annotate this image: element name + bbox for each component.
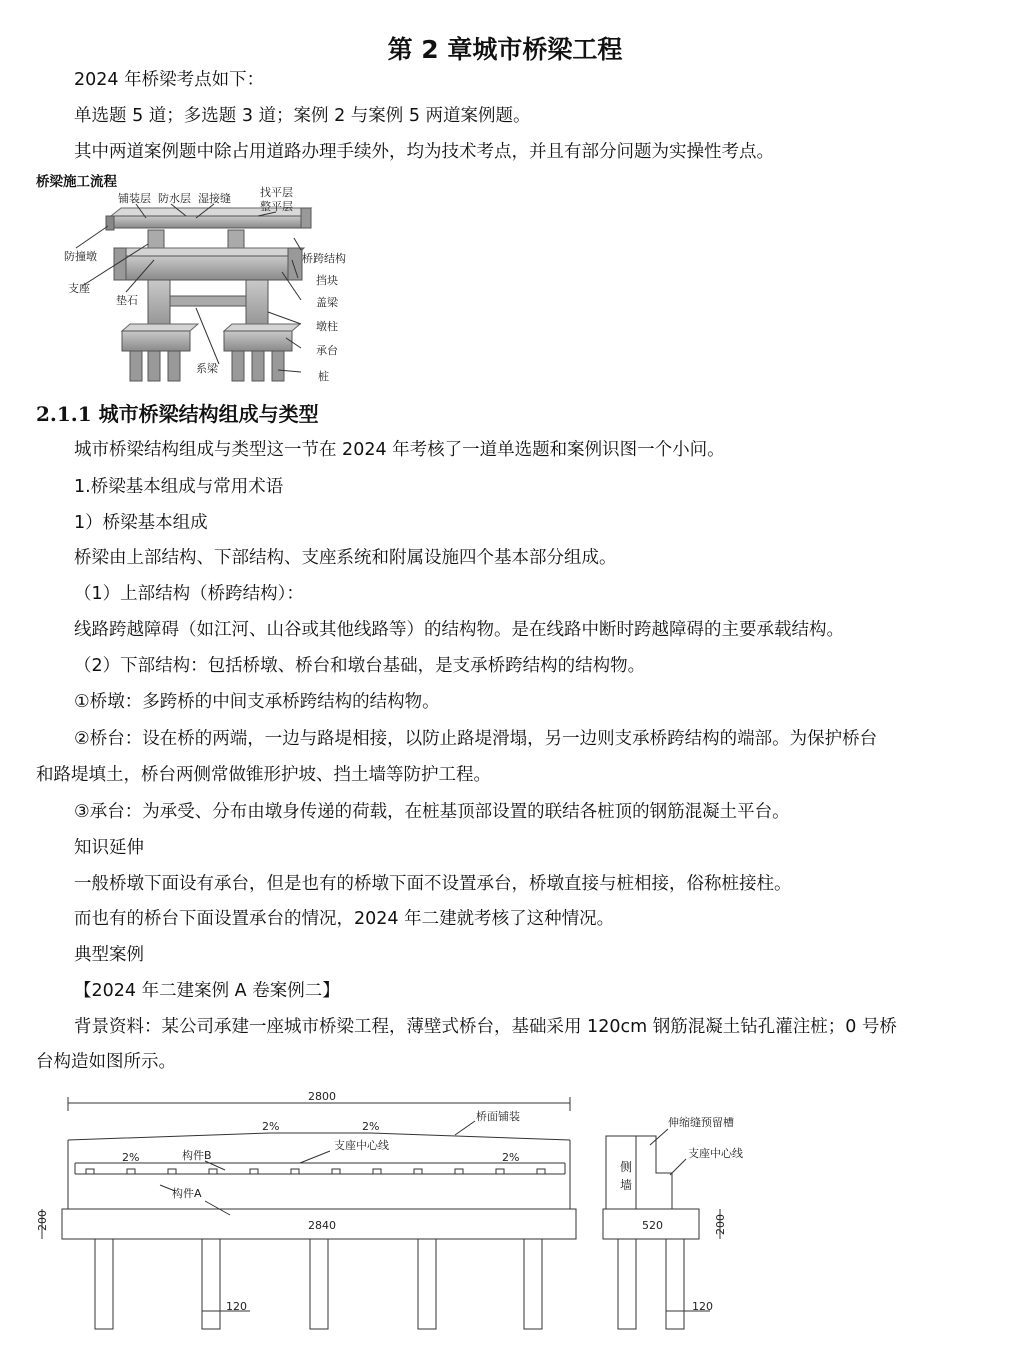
abutment-drawing — [0, 1085, 1010, 1345]
slope-4: 2% — [502, 1151, 520, 1164]
para-3: 1）桥梁基本组成 — [74, 513, 208, 533]
label-column: 墩柱 — [316, 320, 338, 333]
side-height-dim: 200 — [714, 1214, 727, 1235]
page-title: 第 2 章城市桥梁工程 — [387, 35, 623, 64]
para-4: 桥梁由上部结构、下部结构、支座系统和附属设施四个基本部分组成。 — [74, 548, 617, 568]
pile-dia-dim: 120 — [226, 1300, 247, 1313]
para-13: 一般桥墩下面设有承台，但是也有的桥墩下面不设置承台，桥墩直接与桩相接，俗称桩接柱。 — [74, 874, 792, 894]
label-level-1: 找平层 — [260, 186, 293, 199]
label-block: 挡块 — [316, 274, 338, 287]
slope-1: 2% — [262, 1120, 280, 1133]
para-17: 背景资料：某公司承建一座城市桥梁工程，薄壁式桥台，基础采用 120cm 钢筋混凝土钻孔灌注桩；0 号桥 — [74, 1017, 897, 1037]
para-15: 典型案例 — [74, 945, 144, 965]
deck-pavement-label: 桥面铺装 — [476, 1110, 520, 1123]
slope-2: 2% — [362, 1120, 380, 1133]
para-18: 台构造如图所示。 — [36, 1052, 176, 1072]
part-b-label: 构件B — [182, 1149, 212, 1162]
intro-line-3: 其中两道案例题中除占用道路办理手续外，均为技术考点，并且有部分问题为实操性考点。 — [74, 142, 774, 162]
figure1-caption: 桥梁施工流程 — [36, 174, 117, 190]
para-10: 和路堤填土，桥台两侧常做锥形护坡、挡土墙等防护工程。 — [36, 765, 491, 785]
para-16: 【2024 年二建案例 A 卷案例二】 — [74, 981, 340, 1001]
cap-width-dim: 2840 — [308, 1219, 336, 1232]
label-tie-beam: 系梁 — [196, 362, 218, 375]
label-crash-pier: 防撞墩 — [64, 250, 97, 263]
bridge-components-figure — [36, 186, 366, 386]
para-8: ①桥墩：多跨桥的中间支承桥跨结构的结构物。 — [74, 692, 440, 712]
dim-top-length: 2800 — [308, 1090, 336, 1103]
label-pile-cap: 承台 — [316, 344, 338, 357]
label-pad: 垫石 — [116, 294, 138, 307]
label-cap-beam: 盖梁 — [316, 296, 338, 309]
para-11: ③承台：为承受、分布由墩身传递的荷载，在桩基顶部设置的联结各桩顶的钢筋混凝土平台。 — [74, 802, 790, 822]
part-a-label: 构件A — [172, 1187, 202, 1200]
side-wall-char-1: 侧 — [620, 1160, 633, 1174]
side-pile-dia-dim: 120 — [692, 1300, 713, 1313]
para-12: 知识延伸 — [74, 838, 144, 858]
label-pile: 桩 — [318, 370, 329, 383]
intro-line-1: 2024 年桥梁考点如下： — [74, 70, 265, 90]
cap-height-dim: 200 — [36, 1210, 49, 1231]
section-heading: 2.1.1 城市桥梁结构组成与类型 — [36, 402, 319, 426]
para-1: 城市桥梁结构组成与类型这一节在 2024 年考核了一道单选题和案例识图一个小问。 — [74, 440, 725, 460]
label-pave: 铺装层 — [118, 192, 151, 205]
joint-slot-label: 伸缩缝预留槽 — [668, 1116, 734, 1129]
para-14: 而也有的桥台下面设置承台的情况，2024 年二建就考核了这种情况。 — [74, 909, 615, 929]
side-width-dim: 520 — [642, 1219, 663, 1232]
slope-3: 2% — [122, 1151, 140, 1164]
para-9: ②桥台：设在桥的两端，一边与路堤相接，以防止路堤滑塌，另一边则支承桥跨结构的端部。为保护桥台 — [74, 729, 878, 749]
para-2: 1.桥梁基本组成与常用术语 — [74, 477, 284, 497]
side-bearing-line-label: 支座中心线 — [688, 1147, 743, 1160]
label-span: 桥跨结构 — [302, 252, 346, 265]
intro-line-2: 单选题 5 道；多选题 3 道；案例 2 与案例 5 两道案例题。 — [74, 106, 531, 126]
para-5: （1）上部结构（桥跨结构）： — [74, 584, 304, 604]
label-wet-joint: 湿接缝 — [198, 192, 231, 205]
bearing-line-label: 支座中心线 — [334, 1139, 389, 1152]
para-7: （2）下部结构：包括桥墩、桥台和墩台基础，是支承桥跨结构的结构物。 — [74, 656, 646, 676]
label-waterproof: 防水层 — [158, 192, 191, 205]
side-wall-char-2: 墙 — [620, 1178, 633, 1192]
label-bearing: 支座 — [68, 282, 90, 295]
label-level-2: 整平层 — [260, 200, 293, 213]
para-6: 线路跨越障碍（如江河、山谷或其他线路等）的结构物。是在线路中断时跨越障碍的主要承载结构。 — [74, 620, 844, 640]
